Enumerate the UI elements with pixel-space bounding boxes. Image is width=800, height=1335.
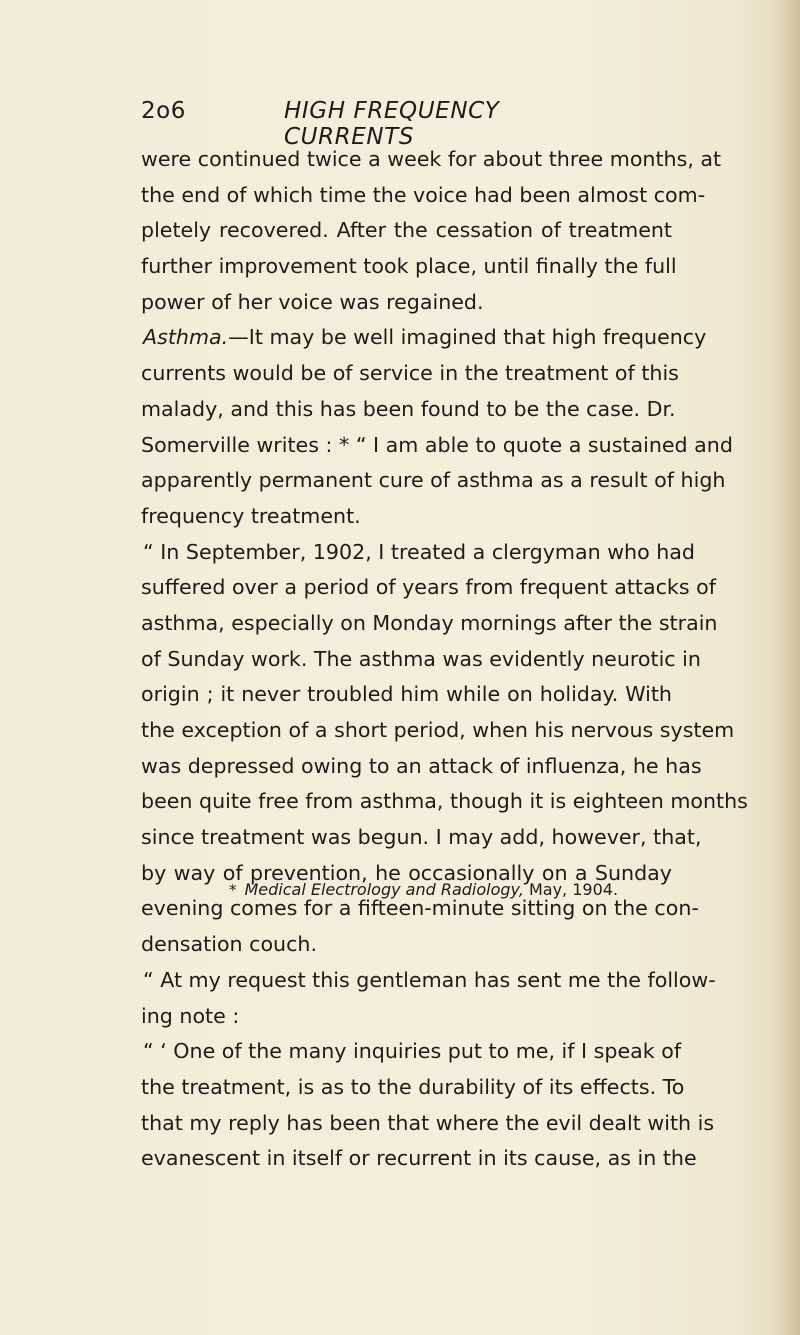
text-line: “ At my request this gentleman has sent me the follow-: [143, 967, 716, 992]
text-line: of Sunday work. The asthma was evidently neurotic in: [141, 646, 701, 671]
text-line: by way of prevention, he occasionally on a Sunday: [141, 860, 672, 885]
text-line: origin ; it never troubled him while on holiday. With: [141, 682, 672, 707]
text-line: asthma, especially on Monday mornings after the strain: [141, 610, 718, 635]
text-line: “ In September, 1902, I treated a clergyman who had: [143, 539, 695, 564]
text-line: Somerville writes : * “ I am able to quote a sustained and: [141, 432, 733, 457]
text-line: malady, and this has been found to be the case. Dr.: [141, 396, 676, 421]
footnote-date: May, 1904.: [528, 880, 619, 899]
footnote-source: Medical Electrology and Radiology,: [244, 880, 524, 899]
running-head: HIGH FREQUENCY CURRENTS: [284, 98, 500, 150]
footnote: [229, 879, 649, 901]
text-line: currents would be of service in the treatment of this: [141, 361, 679, 386]
asthma-paragraph-line: [141, 320, 707, 356]
text-line: further improvement took place, until finally the full: [141, 254, 677, 279]
text-line: the end of which time the voice had been almost com-: [141, 182, 706, 207]
text-line: evanescent in itself or recurrent in its cause, as in the: [141, 1146, 697, 1171]
text-line: power of her voice was regained.: [141, 289, 484, 314]
text-line: that my reply has been that where the evil dealt with is: [141, 1110, 715, 1135]
text-line: frequency treatment.: [141, 503, 361, 528]
body-text: [141, 142, 748, 1177]
page-edge-shadow: [774, 0, 800, 1335]
text-line: been quite free from asthma, though it is eighteen months: [141, 789, 748, 814]
text-line: the treatment, is as to the durability of its effects. To: [141, 1074, 685, 1099]
text-line: apparently permanent cure of asthma as a result of high: [141, 468, 726, 493]
page-header: [141, 98, 622, 150]
asthma-intro: —It may be well imagined that high frequency: [228, 325, 707, 350]
text-line: was depressed owing to an attack of influenza, he has: [141, 753, 702, 778]
text-line: densation couch.: [141, 932, 318, 957]
text-line: ing note :: [141, 1003, 240, 1028]
text-line: suffered over a period of years from frequent attacks of: [141, 575, 716, 600]
text-line: pletely recovered. After the cessation of treatment: [141, 218, 672, 243]
text-line: the exception of a short period, when his nervous system: [141, 718, 735, 742]
text-line: evening comes for a fifteen-minute sitting on the con-: [141, 896, 699, 921]
text-line: were continued twice a week for about three months, at: [141, 147, 722, 171]
text-line: “ ‘ One of the many inquiries put to me, if I speak of: [143, 1039, 682, 1064]
page-number: 2o6: [141, 98, 186, 124]
asthma-heading: Asthma.: [143, 325, 229, 350]
text-line: since treatment was begun. I may add, however, that,: [141, 825, 702, 850]
footnote-marker: *: [229, 881, 237, 899]
